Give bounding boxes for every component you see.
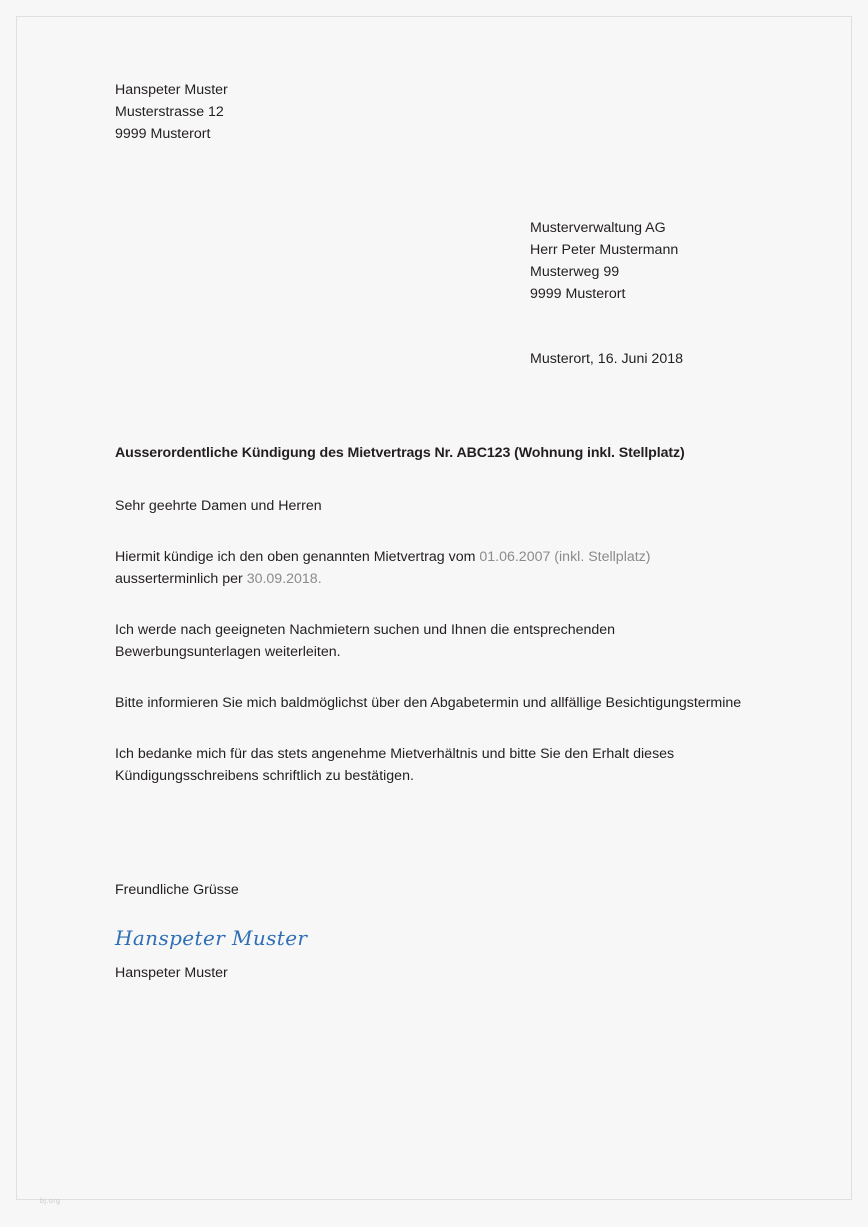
recipient-line-3: Musterweg 99 — [530, 264, 620, 280]
letter-sheet — [16, 16, 852, 1200]
recipient-line-2: Herr Peter Mustermann — [530, 242, 679, 258]
body-paragraph-4: Ich bedanke mich für das stets angenehme Mietverhältnis und bitte Sie den Erhalt dieses Kündigungsschreibens schriftlich zu bestätigen. — [115, 746, 675, 784]
signature-script: Hanspeter Muster — [115, 926, 308, 950]
salutation: Sehr geehrte Damen und Herren — [115, 498, 322, 514]
sender-line-2: Musterstrasse 12 — [115, 104, 224, 120]
recipient-line-4: 9999 Musterort — [530, 286, 626, 302]
paragraph-1-part-1: Hiermit kündige ich den oben genannten Mietvertrag vom — [115, 549, 480, 565]
sender-line-3: 9999 Musterort — [115, 126, 211, 142]
letter-subject: Ausserordentliche Kündigung des Mietvertrags Nr. ABC123 (Wohnung inkl. Stellplatz) — [115, 445, 685, 461]
place-and-date: Musterort, 16. Juni 2018 — [530, 351, 683, 367]
sender-address-block — [115, 79, 791, 145]
sender-line-1: Hanspeter Muster — [115, 82, 228, 98]
paragraph-1-highlight-1: 01.06.2007 (inkl. Stellplatz) — [479, 549, 651, 565]
recipient-line-1: Musterverwaltung AG — [530, 220, 666, 236]
body-paragraph-1 — [115, 546, 765, 590]
body-paragraph-3: Bitte informieren Sie mich baldmöglichst über den Abgabetermin und allfällige Besichtigungstermine — [115, 695, 742, 711]
closing-greeting: Freundliche Grüsse — [115, 882, 239, 898]
paragraph-1-part-2: ausserterminlich per — [115, 571, 247, 587]
signed-name: Hanspeter Muster — [115, 965, 228, 981]
watermark-label: bj.org — [40, 1198, 61, 1205]
body-paragraph-2: Ich werde nach geeigneten Nachmietern suchen und Ihnen die entsprechenden Bewerbungsunterlagen weiterleiten. — [115, 622, 616, 660]
recipient-address-block — [530, 217, 791, 305]
paragraph-1-highlight-2: 30.09.2018. — [246, 571, 322, 587]
letter-content — [115, 63, 791, 984]
